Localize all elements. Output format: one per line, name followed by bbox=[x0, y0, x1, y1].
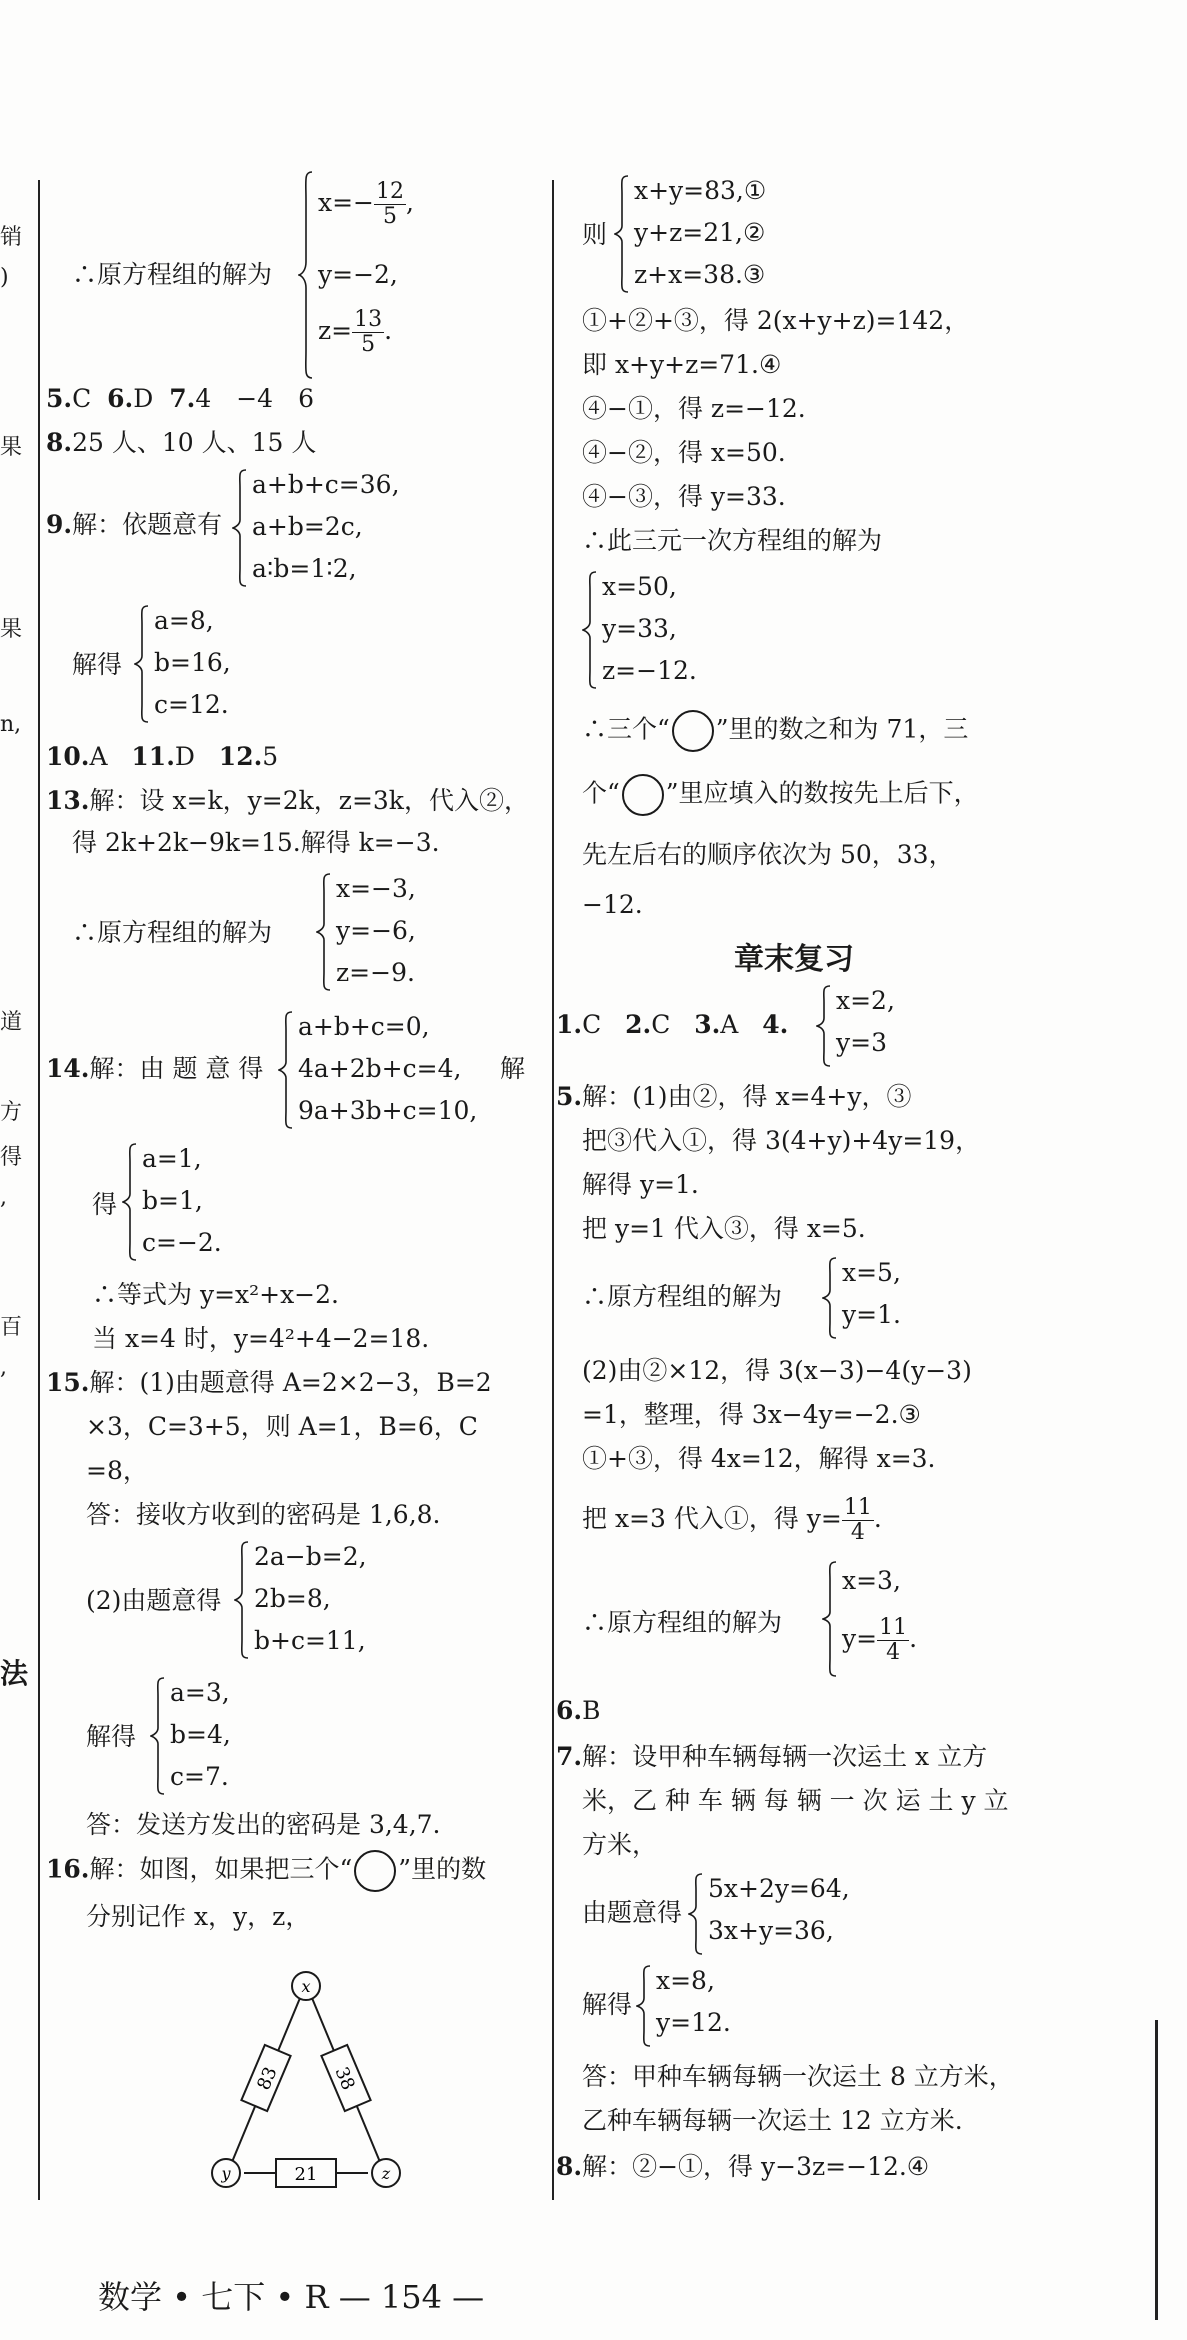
equation-row: y= $\frac{11}{4}$ . bbox=[842, 1615, 918, 1665]
edge-fragment: ) bbox=[0, 265, 9, 290]
r-line-2: 即 x+y+z=71.④ bbox=[582, 350, 782, 379]
equation-row: c=7. bbox=[170, 1762, 229, 1791]
equation-row: a∶b=1∶2, bbox=[252, 554, 357, 583]
edge-fragment: 果 bbox=[0, 617, 23, 642]
edge-fragment: n, bbox=[0, 712, 22, 737]
c7-system bbox=[688, 1872, 888, 1956]
r-line-9: 先左后右的顺序依次为 50，33， bbox=[582, 840, 954, 869]
equation-row: z=−12. bbox=[602, 656, 697, 685]
question-15-answer-1: 答：接收方收到的密码是 1,6,8. bbox=[86, 1500, 441, 1529]
c5-solution bbox=[822, 1256, 1002, 1340]
r-line-7: ∴三个“ ”里的数之和为 71，三 bbox=[582, 710, 968, 752]
box-right-label: 38 bbox=[330, 2063, 359, 2094]
question-15-line-3: =8， bbox=[86, 1456, 148, 1485]
solution-system bbox=[298, 170, 538, 380]
review-7-line-2: 米，乙 种 车 辆 每 辆 一 次 运 土 y 立 bbox=[582, 1786, 1009, 1815]
r-solution bbox=[582, 570, 782, 690]
brace-icon bbox=[298, 170, 314, 380]
equation-row: b=4, bbox=[170, 1720, 231, 1749]
q13-prefix: ∴原方程组的解为 bbox=[72, 918, 273, 947]
q14-system bbox=[278, 1010, 498, 1130]
r-line-1: ①+②+③，得 2(x+y+z)=142， bbox=[582, 306, 970, 335]
circle-icon bbox=[354, 1850, 396, 1892]
solution-prefix: ∴原方程组的解为 bbox=[72, 260, 273, 289]
r-line-5: ④−③，得 y=33. bbox=[582, 482, 786, 511]
equation-row: a=1, bbox=[142, 1144, 202, 1173]
node-z-label: z bbox=[381, 2164, 391, 2183]
equation-row: y=12. bbox=[656, 2008, 731, 2037]
brace-icon bbox=[816, 984, 832, 1068]
review-7-line-3: 方米， bbox=[582, 1830, 658, 1859]
equation-row: x=2, bbox=[836, 986, 895, 1015]
equation-row: x=3, bbox=[842, 1566, 901, 1595]
equation-row: 5x+2y=64, bbox=[708, 1874, 850, 1903]
q9-jie: 解得 bbox=[72, 650, 123, 679]
answer-8: 8.25 人、10 人、15 人 bbox=[46, 428, 317, 457]
equation-row: 2a−b=2, bbox=[254, 1542, 367, 1571]
equation-row: x=8, bbox=[656, 1966, 715, 1995]
brace-icon bbox=[614, 174, 630, 294]
node-y-label: y bbox=[221, 2164, 231, 2183]
edge-fragment: 销 bbox=[0, 225, 23, 250]
review-5-line-7: ①+③，得 4x=12，解得 x=3. bbox=[582, 1444, 936, 1473]
question-16-line-1: 16.解：如图，如果把三个“ ”里的数 bbox=[46, 1850, 486, 1892]
review-7-answer-2: 乙种车辆每辆一次运土 12 立方米. bbox=[582, 2106, 963, 2135]
equation-row: c=12. bbox=[154, 690, 229, 719]
brace-icon bbox=[134, 604, 150, 724]
q14-line-1: ∴等式为 y=x²+x−2. bbox=[92, 1280, 339, 1309]
q14-de: 得 bbox=[92, 1190, 118, 1219]
equation-row: z= $\frac{13}{5}$ . bbox=[318, 307, 393, 357]
question-15-line-1: 15.解：(1)由题意得 A=2×2−3，B=2 bbox=[46, 1368, 492, 1397]
equation-row: c=−2. bbox=[142, 1228, 222, 1257]
review-5-line-1: 5.解：(1)由②，得 x=4+y，③ bbox=[556, 1082, 912, 1111]
review-5-line-3: 解得 y=1. bbox=[582, 1170, 699, 1199]
brace-icon bbox=[688, 1872, 704, 1956]
review-6: 6.B bbox=[556, 1696, 601, 1725]
q14-solution bbox=[122, 1142, 322, 1262]
review-8: 8.解：②−①，得 y−3z=−12.④ bbox=[556, 2152, 930, 2181]
review-7-line-1: 7.解：设甲种车辆每辆一次运土 x 立方 bbox=[556, 1742, 988, 1771]
right-edge-rule bbox=[1155, 2020, 1158, 2320]
equation-row: b+c=11, bbox=[254, 1626, 366, 1655]
review-5-line-2: 把③代入①，得 3(4+y)+4y=19， bbox=[582, 1126, 981, 1155]
r-line-6: ∴此三元一次方程组的解为 bbox=[582, 526, 883, 555]
equation-row: x=− $\frac{12}{5}$ , bbox=[318, 179, 414, 229]
equation-row: y=−6, bbox=[336, 916, 416, 945]
circle-icon bbox=[672, 710, 714, 752]
question-15-line-2: ×3，C=3+5，则 A=1，B=6，C bbox=[86, 1412, 478, 1441]
brace-icon bbox=[316, 872, 332, 992]
box-left-label: 83 bbox=[253, 2063, 282, 2094]
review-5-line-8: 把 x=3 代入①，得 y= $\frac{11}{4}$ . bbox=[582, 1495, 882, 1545]
equation-row: x+y=83,① bbox=[634, 176, 767, 205]
review-5-line-6: =1，整理，得 3x−4y=−2.③ bbox=[582, 1400, 921, 1429]
question-14-intro: 14.解：由 题 意 得 bbox=[46, 1054, 264, 1083]
q14-tail: 解 bbox=[500, 1054, 526, 1083]
equation-row: z+x=38.③ bbox=[634, 260, 766, 289]
question-13-line-1: 13.解：设 x=k，y=2k，z=3k，代入②， bbox=[46, 786, 529, 815]
equation-row: x=−3, bbox=[336, 874, 416, 903]
q9-solution bbox=[134, 604, 334, 724]
ze-label: 则 bbox=[582, 220, 608, 249]
r-line-4: ④−②，得 x=50. bbox=[582, 438, 786, 467]
triangle-figure bbox=[196, 1966, 496, 2196]
brace-icon bbox=[232, 468, 248, 588]
q15-part-2: (2)由题意得 bbox=[86, 1586, 222, 1615]
edge-fragment: 方 bbox=[0, 1100, 23, 1125]
q15-jie: 解得 bbox=[86, 1722, 137, 1751]
q9-system bbox=[232, 468, 492, 588]
box-bottom-label: 21 bbox=[294, 2164, 318, 2185]
c5-prefix: ∴原方程组的解为 bbox=[582, 1282, 783, 1311]
c7-solution bbox=[636, 1964, 816, 2048]
c4-system bbox=[816, 984, 996, 1068]
edge-fragment: 百 bbox=[0, 1315, 23, 1340]
equation-row: x=5, bbox=[842, 1258, 901, 1287]
circle-icon bbox=[622, 774, 664, 816]
brace-icon bbox=[150, 1676, 166, 1796]
node-x-label: x bbox=[301, 1977, 311, 1996]
page-footer: 数学 • 七下 • R — 154 — bbox=[98, 2278, 485, 2316]
brace-icon bbox=[234, 1540, 250, 1660]
q15-system bbox=[234, 1540, 434, 1660]
left-margin-rule bbox=[38, 180, 40, 2200]
equation-row: a+b+c=0, bbox=[298, 1012, 430, 1041]
edge-fragment: 道 bbox=[0, 1010, 23, 1035]
question-15-answer-2: 答：发送方发出的密码是 3,4,7. bbox=[86, 1810, 441, 1839]
equation-row: y+z=21,② bbox=[634, 218, 766, 247]
r-line-8: 个“ ”里应填入的数按先上后下， bbox=[582, 774, 979, 816]
question-9-intro: 9.解：依题意有 bbox=[46, 510, 223, 539]
equation-row: a+b+c=36, bbox=[252, 470, 400, 499]
review-5-line-5: (2)由②×12，得 3(x−3)−4(y−3) bbox=[582, 1356, 972, 1385]
edge-fragment: , bbox=[0, 1355, 7, 1380]
question-13-line-2: 得 2k+2k−9k=15.解得 k=−3. bbox=[72, 828, 440, 857]
equation-row: y=3 bbox=[836, 1028, 887, 1057]
equation-row: a+b=2c, bbox=[252, 512, 363, 541]
answers-10-12: 10.A 11.D 12.5 bbox=[46, 742, 279, 771]
r-system bbox=[614, 174, 874, 294]
equation-row: 2b=8, bbox=[254, 1584, 331, 1613]
equation-row: 4a+2b+c=4, bbox=[298, 1054, 462, 1083]
c5-solution-2 bbox=[822, 1560, 1002, 1678]
equation-row: z=−9. bbox=[336, 958, 415, 987]
equation-row: y=33, bbox=[602, 614, 677, 643]
equation-row: b=1, bbox=[142, 1186, 203, 1215]
review-answers-1-4: 1.C 2.C 3.A 4. bbox=[556, 1010, 789, 1039]
c7-jie: 解得 bbox=[582, 1990, 633, 2019]
equation-row: y=−2, bbox=[318, 260, 398, 289]
r-line-10: −12. bbox=[582, 890, 643, 919]
equation-row: 9a+3b+c=10, bbox=[298, 1096, 478, 1125]
equation-row: x=50, bbox=[602, 572, 677, 601]
review-7-answer-1: 答：甲种车辆每辆一次运土 8 立方米， bbox=[582, 2062, 1014, 2091]
brace-icon bbox=[636, 1964, 652, 2048]
q13-solution bbox=[316, 872, 516, 992]
review-5-line-4: 把 y=1 代入③，得 x=5. bbox=[582, 1214, 866, 1243]
equation-row: 3x+y=36, bbox=[708, 1916, 834, 1945]
brace-icon bbox=[822, 1256, 838, 1340]
brace-icon bbox=[122, 1142, 138, 1262]
brace-icon bbox=[822, 1560, 838, 1678]
equation-row: a=8, bbox=[154, 606, 214, 635]
c5-prefix-2: ∴原方程组的解为 bbox=[582, 1608, 783, 1637]
section-heading: 章末复习 bbox=[734, 942, 854, 977]
answers-5-7: 5.C 6.D 7.4 −4 6 bbox=[46, 384, 314, 413]
question-16-line-2: 分别记作 x，y，z， bbox=[86, 1902, 311, 1931]
edge-fragment: , bbox=[0, 1185, 7, 1210]
brace-icon bbox=[278, 1010, 294, 1130]
equation-row: a=3, bbox=[170, 1678, 230, 1707]
r-line-3: ④−①，得 z=−12. bbox=[582, 394, 806, 423]
c7-prefix: 由题意得 bbox=[582, 1898, 683, 1927]
edge-fragment: 得 bbox=[0, 1145, 23, 1170]
edge-fragment: 法 bbox=[0, 1657, 29, 1690]
q15-solution bbox=[150, 1676, 350, 1796]
equation-row: y=1. bbox=[842, 1300, 901, 1329]
edge-fragment: 果 bbox=[0, 435, 23, 460]
brace-icon bbox=[582, 570, 598, 690]
equation-row: b=16, bbox=[154, 648, 231, 677]
q14-line-2: 当 x=4 时，y=4²+4−2=18. bbox=[92, 1324, 430, 1353]
column-divider bbox=[552, 180, 554, 2200]
